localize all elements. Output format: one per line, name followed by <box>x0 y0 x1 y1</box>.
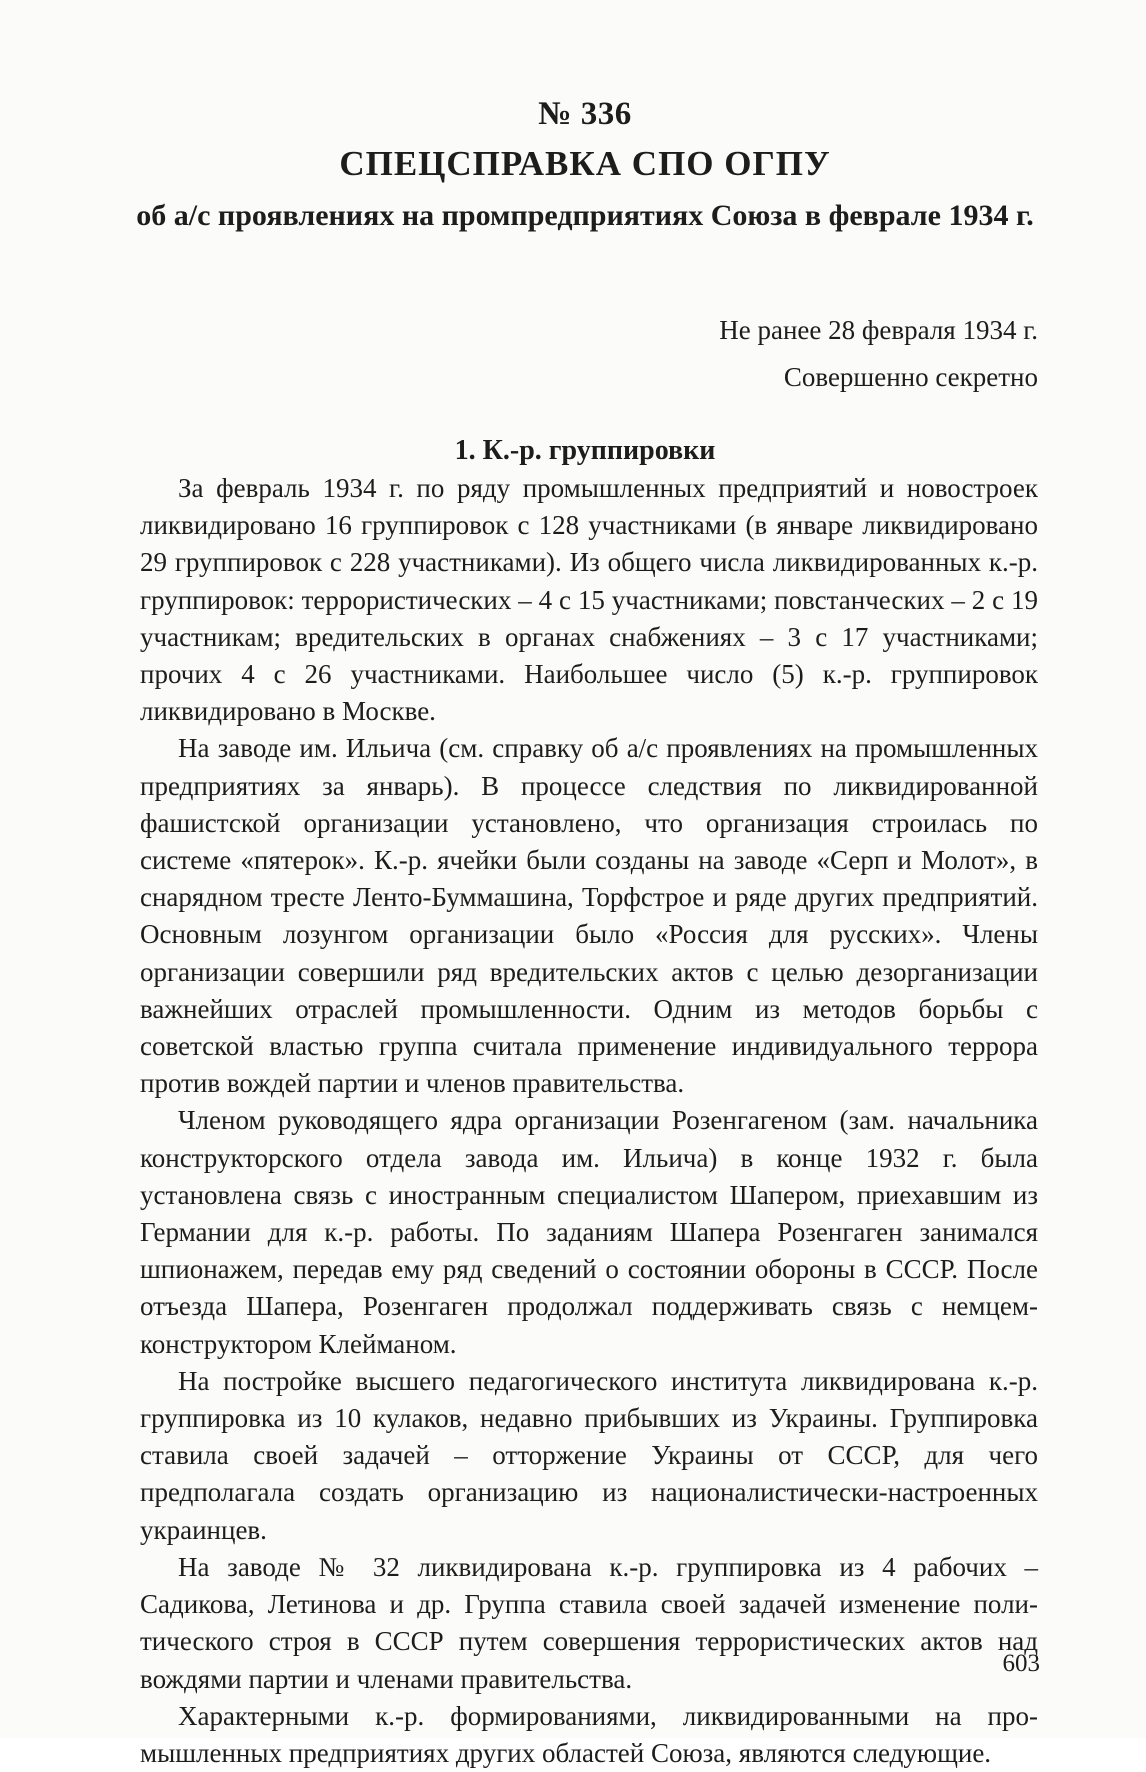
document-date: Не ранее 28 февраля 1934 г. <box>719 315 1038 345</box>
paragraph: Членом руководящего ядра организации Розенгагеном (зам. начальника конструкторского отдела завода им. Ильича) в конце 1932 г. была установлена связь с иностранным специалистом Шапером, приехавшим из Германии для к.-р. работы. По заданиям Шапера Розенгаген занимался шпионажем, передав ему ряд сведений о состоянии обороны в СССР. После отъезда Шапера, Розенгаген продолжал поддерживать связь с немцем-конструктором Клейманом. <box>140 1105 1038 1359</box>
document-title: СПЕЦСПРАВКА СПО ОГПУ <box>339 144 831 183</box>
paragraph: Характерными к.-р. формированиями, ликвидированными на промышленных предприятиях других областей Союза, являются следующие. <box>140 1700 1038 1768</box>
paragraph: На заводе № 32 ликвидирована к.-р. группировка из 4 рабочих – Садикова, Летинова и др. Группа ставила своей задачей изменение политического строя в СССР путем совершения террористических актов над вождями партии и членами правительства. <box>140 1551 1038 1694</box>
document-number: № 336 <box>538 96 632 132</box>
body-text <box>140 470 1038 1772</box>
paragraph: На заводе им. Ильича (см. справку об а/с проявлениях на промышленных предприятиях за январь). В процессе следствия по ликвидированной фашистской организации установлено, что организация строилась по системе «пятерок». К.-р. ячейки были созданы на заводе «Серп и Молот», в снарядном тресте Ленто-Буммашина, Торфстрое и ряде других предприятий. Основным лозунгом организации было «Россия для русских». Члены организации совершили ряд вредительских актов с целью дезорганизации важнейших отраслей промышленности. Одним из методов борьбы с советской властью группа считала применение индивидуального террора против вождей партии и членов правительства. <box>140 733 1038 1099</box>
section-heading: 1. К.-р. группировки <box>454 435 716 466</box>
paragraph: За февраль 1934 г. по ряду промышленных предприятий и новостроек ликвидировано 16 группировок с 128 участниками (в январе ликвидировано 29 группировок с 228 участниками). Из общего числа ликвидированных к.-р. группировок: террористических – 4 с 15 участниками; повстанческих – 2 с 19 участникам; вредительских в органах снабжениях – 3 с 17 участниками; прочих 4 с 26 участниками. Наибольшее число (5) к.-р. группировок ликвидировано в Москве. <box>140 473 1038 727</box>
document-subtitle: об а/с проявлениях на промпредприятиях Союза в феврале 1934 г. <box>136 199 1034 232</box>
page-number: 603 <box>1002 1650 1040 1677</box>
paragraph: На постройке высшего педагогического института ликвидирована к.-р. группировка из 10 кулаков, недавно прибывших из Украины. Группировка ставила своей задачей – отторжение Украины от СССР, для чего предполагала создать организацию из националистически-настроенных украинцев. <box>140 1365 1038 1545</box>
classification-label: Совершенно секретно <box>783 362 1038 392</box>
